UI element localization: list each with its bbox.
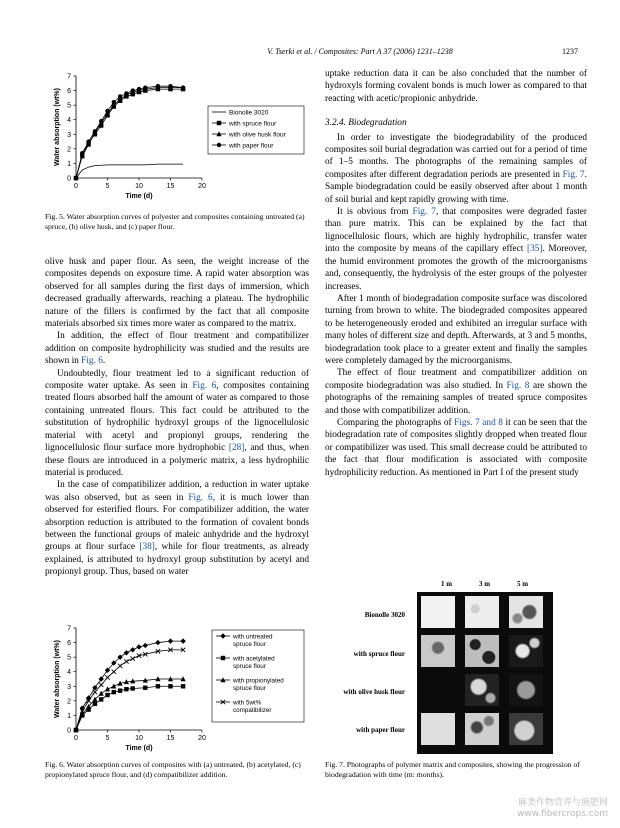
fig7-row-label: with spruce flour	[353, 650, 405, 658]
right-paragraph-2	[325, 132, 587, 206]
data-point-diamond	[124, 650, 129, 655]
running-title: V. Tserki et al. / Composites: Part A 37 (2006) 1231–1238	[267, 47, 453, 56]
legend-label: Bionolle 3020	[229, 109, 269, 117]
watermark-line-2: www.fibercrops.com	[517, 809, 608, 819]
text-span: In order to investigate the biodegradability of the produced composites soil burial degradation was carried out for a period of time of 1–5 months. The photographs of the remaining samples of composites after different degradation periods are presented in	[325, 132, 587, 180]
data-point-circle	[124, 91, 128, 95]
right-column	[325, 68, 587, 479]
reference-link[interactable]: [38]	[139, 542, 155, 553]
text-span: are shown the photographs of the remaining samples of treated spruce composites and those with compatibilizer addition.	[325, 380, 587, 416]
fig7-column-label: 1 m	[441, 580, 453, 588]
data-point-diamond	[143, 643, 148, 648]
sample-photo-bionolle-3m	[465, 596, 499, 628]
x-tick-label: 15	[166, 183, 175, 190]
fig6-caption	[45, 760, 310, 780]
legend-label: with untreated spruce flour	[233, 633, 273, 648]
right-paragraph-3	[325, 206, 587, 293]
sample-photo-spruce-3m	[465, 635, 499, 667]
sample-photo-paper-3m	[465, 713, 499, 745]
data-point-circle	[118, 94, 122, 98]
y-tick-label: 5	[67, 102, 71, 110]
data-point-square	[93, 702, 97, 706]
data-point-square	[118, 688, 122, 692]
text-span: In addition, the effect of flour treatment and compatibilizer addition on composite hydrophilicity was studied and the results are shown in	[45, 331, 309, 367]
watermark-line-1: 麻类作物营养与施肥网	[517, 798, 608, 808]
data-point-circle	[137, 87, 141, 91]
sample-photo-olivehusk-1m	[421, 674, 455, 706]
fig7-caption	[325, 760, 587, 780]
data-point-square	[131, 686, 135, 690]
data-point-square	[105, 693, 109, 697]
x-tick-label: 5	[105, 183, 110, 190]
y-tick-label: 1	[67, 712, 71, 720]
text-span: Comparing the photographs of	[337, 417, 455, 428]
fig6-link[interactable]: Fig. 6	[188, 492, 213, 503]
data-point-triangle	[111, 683, 116, 688]
text-span: , while for flour treatments, as already explained, is attributed to hydroxyl group substitution by acetyl and propionyl group. Thus, based on water	[45, 542, 309, 578]
data-point-diamond	[155, 640, 160, 645]
right-paragraph-6	[325, 417, 587, 479]
section-heading: 3.2.4. Biodegradation	[325, 118, 407, 129]
legend-label: with acetylated spruce flour	[233, 655, 275, 670]
watermark	[517, 798, 608, 820]
data-point-circle	[181, 85, 185, 89]
fig7-link[interactable]: Fig. 7	[412, 207, 436, 218]
data-point-circle	[112, 100, 116, 104]
data-point-circle	[156, 84, 160, 88]
data-point-triangle	[105, 686, 110, 691]
fig8-link[interactable]: Fig. 8	[506, 380, 530, 391]
data-point-triangle	[99, 691, 104, 696]
data-point-diamond	[99, 676, 104, 681]
legend-label: with propionylated spruce flour	[233, 677, 284, 692]
fig7-caption-label: Fig. 7.	[325, 760, 345, 769]
y-tick-label: 2	[67, 146, 71, 154]
sample-photo-paper-1m	[421, 713, 455, 745]
y-axis-label: Water absorption (wt%)	[54, 88, 61, 166]
fig7-photo-grid	[325, 578, 590, 754]
text-span: , and thus, when these flours are introduced in a polymeric matrix, a less hydrophilic material is produced.	[45, 443, 309, 478]
left-paragraph-3	[45, 368, 309, 480]
reference-link[interactable]: [35]	[526, 244, 543, 255]
text-span: It is obvious from	[337, 207, 413, 218]
fig7-column-label: 5 m	[517, 580, 529, 588]
data-point-square	[156, 684, 160, 688]
text-span: . Sample biodegradation could be easily observed after about 1 month of soil burial and kept rapidly growing with time.	[325, 169, 587, 205]
data-point-circle	[143, 85, 147, 89]
fig7-row-label: Bionolle 3020	[364, 611, 405, 619]
y-tick-label: 0	[67, 727, 71, 735]
fig7-row-label: with paper flour	[356, 726, 405, 734]
y-axis-label: Water absorption (wt%)	[54, 640, 61, 718]
x-tick-label: 15	[166, 735, 175, 742]
x-tick-label: 10	[135, 735, 143, 742]
x-tick-label: 20	[198, 735, 206, 742]
x-tick-label: 5	[105, 735, 110, 742]
text-span: .	[102, 356, 106, 367]
sample-photo-spruce-1m	[421, 635, 455, 667]
y-tick-label: 4	[67, 669, 71, 677]
data-point-square	[143, 686, 147, 690]
legend-label: with paper flour	[229, 142, 274, 150]
x-tick-label: 0	[74, 735, 78, 742]
data-point-circle	[80, 151, 84, 155]
fig6-caption-label: Fig. 6.	[45, 760, 65, 769]
legend-label: with olive husk flour	[229, 131, 286, 139]
text-span: The effect of flour treatment and compatibilizer addition on composite biodegradation was also studied. In	[325, 368, 587, 391]
series-line	[76, 650, 183, 730]
y-tick-label: 6	[67, 88, 71, 96]
fig7-row-label: with olive husk flour	[343, 688, 405, 696]
sample-photo-paper-5m	[509, 713, 543, 745]
data-point-diamond	[130, 647, 135, 652]
text-span: it can be seen that the biodegradation rate of composites slightly dropped when treated flour or compatibilizer was used. This small decrease could be attributed to the fact that flour modification is associated with composite hydrophilicity reduction. As mentioned in Part I of the present study	[325, 417, 587, 478]
sample-photo-olivehusk-5m	[509, 674, 543, 706]
sample-photo-bionolle-5m	[509, 596, 543, 628]
legend-label: with spruce flour	[229, 120, 277, 128]
data-point-circle	[131, 88, 135, 92]
legend-label: with 5wt% compatibilizer	[233, 699, 272, 714]
y-tick-label: 2	[67, 698, 71, 706]
text-span: , it is much lower than observed for esterified flours. For compatibilizer addition, the water absorption reduction is attributed to the formation of covalent bonds between the functional groups of maleic anhydride and the hydroxyl groups at flour surface	[45, 492, 309, 553]
fig7-caption-text: Photographs of polymer matrix and composites, showing the progression of biodegradation with time (m: months).	[325, 760, 580, 779]
x-tick-label: 10	[135, 183, 143, 190]
y-tick-label: 3	[67, 131, 71, 139]
data-point-diamond	[168, 638, 173, 643]
text-span: , that composites were degraded faster than pure matrix. This can be explained by the fact that lignocellulosic flours, which are highly hydrophilic, transfer water into the composite by means of the capillary effect	[325, 207, 587, 255]
sample-photo-spruce-5m	[509, 635, 543, 667]
data-point-diamond	[180, 638, 185, 643]
data-point-circle	[74, 176, 78, 180]
y-tick-label: 5	[67, 654, 71, 662]
y-tick-label: 7	[67, 73, 71, 81]
data-point-circle	[168, 84, 172, 88]
page-number: 1237	[562, 47, 578, 56]
data-point-square	[221, 656, 225, 660]
data-point-square	[217, 121, 221, 125]
data-point-square	[99, 697, 103, 701]
y-tick-label: 7	[67, 625, 71, 633]
fig6-link[interactable]: Fig. 6	[192, 381, 217, 392]
x-tick-label: 0	[74, 183, 78, 190]
fig5-caption-text: Water absorption curves of polyester and composites containing untreated (a) spruce, (b) olive husk, and (c) paper flour.	[45, 212, 305, 231]
data-point-square	[112, 690, 116, 694]
left-paragraph-2	[45, 330, 309, 367]
fig6-chart	[48, 620, 310, 754]
data-point-square	[181, 684, 185, 688]
figs7-8-link[interactable]: Figs. 7 and 8	[454, 417, 503, 428]
y-tick-label: 1	[67, 160, 71, 168]
x-axis-label: Time (d)	[125, 745, 153, 752]
series-line	[76, 164, 183, 178]
data-point-square	[168, 684, 172, 688]
left-paragraph-1: olive husk and paper flour. As seen, the weight increase of the composites depends on exposure time. A rapid water absorption was observed for all samples during the first days of immersion, which decreased gradually afterwards, reaching a plateau. The hydrophilic nature of the fillers is confirmed by the fact that all composite materials absorbed six times more water as compared to the matrix.	[45, 257, 309, 330]
data-point-circle	[105, 109, 109, 113]
sample-photo-bionolle-1m	[421, 596, 455, 628]
series-line	[76, 641, 183, 730]
left-paragraph-4	[45, 479, 309, 578]
fig5-caption	[45, 212, 310, 232]
reference-link[interactable]: [28]	[228, 443, 245, 454]
x-axis-label: Time (d)	[125, 193, 153, 200]
text-span: Undoubtedly, flour treatment led to a significant reduction of composite water uptake. As seen in	[45, 368, 309, 392]
fig5-caption-label: Fig. 5.	[45, 212, 65, 221]
text-span: , composites containing treated flours absorbed half the amount of water as compared to those containing untreated flours. This fact could be attributed to the substitution of hydrophilic hydroxyl groups of the lignocellulosic material with acetyl and propionyl groups, rendering the lignocellulosic flour surface more hydrophobic	[45, 381, 309, 454]
fig6-caption-text: Water absorption curves of composites with (a) untreated, (b) acetylated, (c) propionylated spruce flour, and (d) compatibilizer addition.	[45, 760, 301, 779]
y-tick-label: 6	[67, 640, 71, 648]
fig6-link[interactable]: Fig. 6	[81, 356, 103, 367]
right-paragraph-5	[325, 367, 587, 417]
y-tick-label: 0	[67, 175, 71, 183]
fig7-link[interactable]: Fig. 7	[562, 169, 585, 180]
left-column	[45, 256, 309, 579]
fig5-chart	[48, 68, 310, 200]
data-point-circle	[93, 129, 97, 133]
data-point-circle	[86, 139, 90, 143]
text-span: In the case of compatibilizer addition, a reduction in water uptake was also observed, but as seen in	[45, 480, 309, 503]
data-point-circle	[217, 143, 221, 147]
y-tick-label: 3	[67, 683, 71, 691]
sample-photo-olivehusk-3m	[465, 674, 499, 706]
y-tick-label: 4	[67, 117, 71, 125]
data-point-diamond	[136, 644, 141, 649]
fig7-photo-panel	[417, 592, 553, 754]
right-paragraph-4: After 1 month of biodegradation composite surface was discolored turning from brown to white. The biodegraded composites appeared to be heterogeneously eroded and exhibited an irregular surface with many holes of different size and depth. Afterwards, at 3 and 5 months, biodegradation took place to a greater extent and finally the samples were completely damaged by the microorganisms.	[325, 293, 587, 366]
x-tick-label: 20	[198, 183, 206, 190]
right-paragraph-1: uptake reduction data it can be also concluded that the number of hydroxyls forming covalent bonds is much lower as compared to that reacting with acetic/propionic anhydride.	[325, 69, 587, 104]
data-point-circle	[99, 119, 103, 123]
text-span: . Moreover, the humid environment promotes the growth of the microorganisms and, consequently, the hydrolysis of the ester groups of the polyester increases.	[325, 244, 588, 292]
fig7-column-label: 3 m	[479, 580, 491, 588]
data-point-square	[124, 687, 128, 691]
